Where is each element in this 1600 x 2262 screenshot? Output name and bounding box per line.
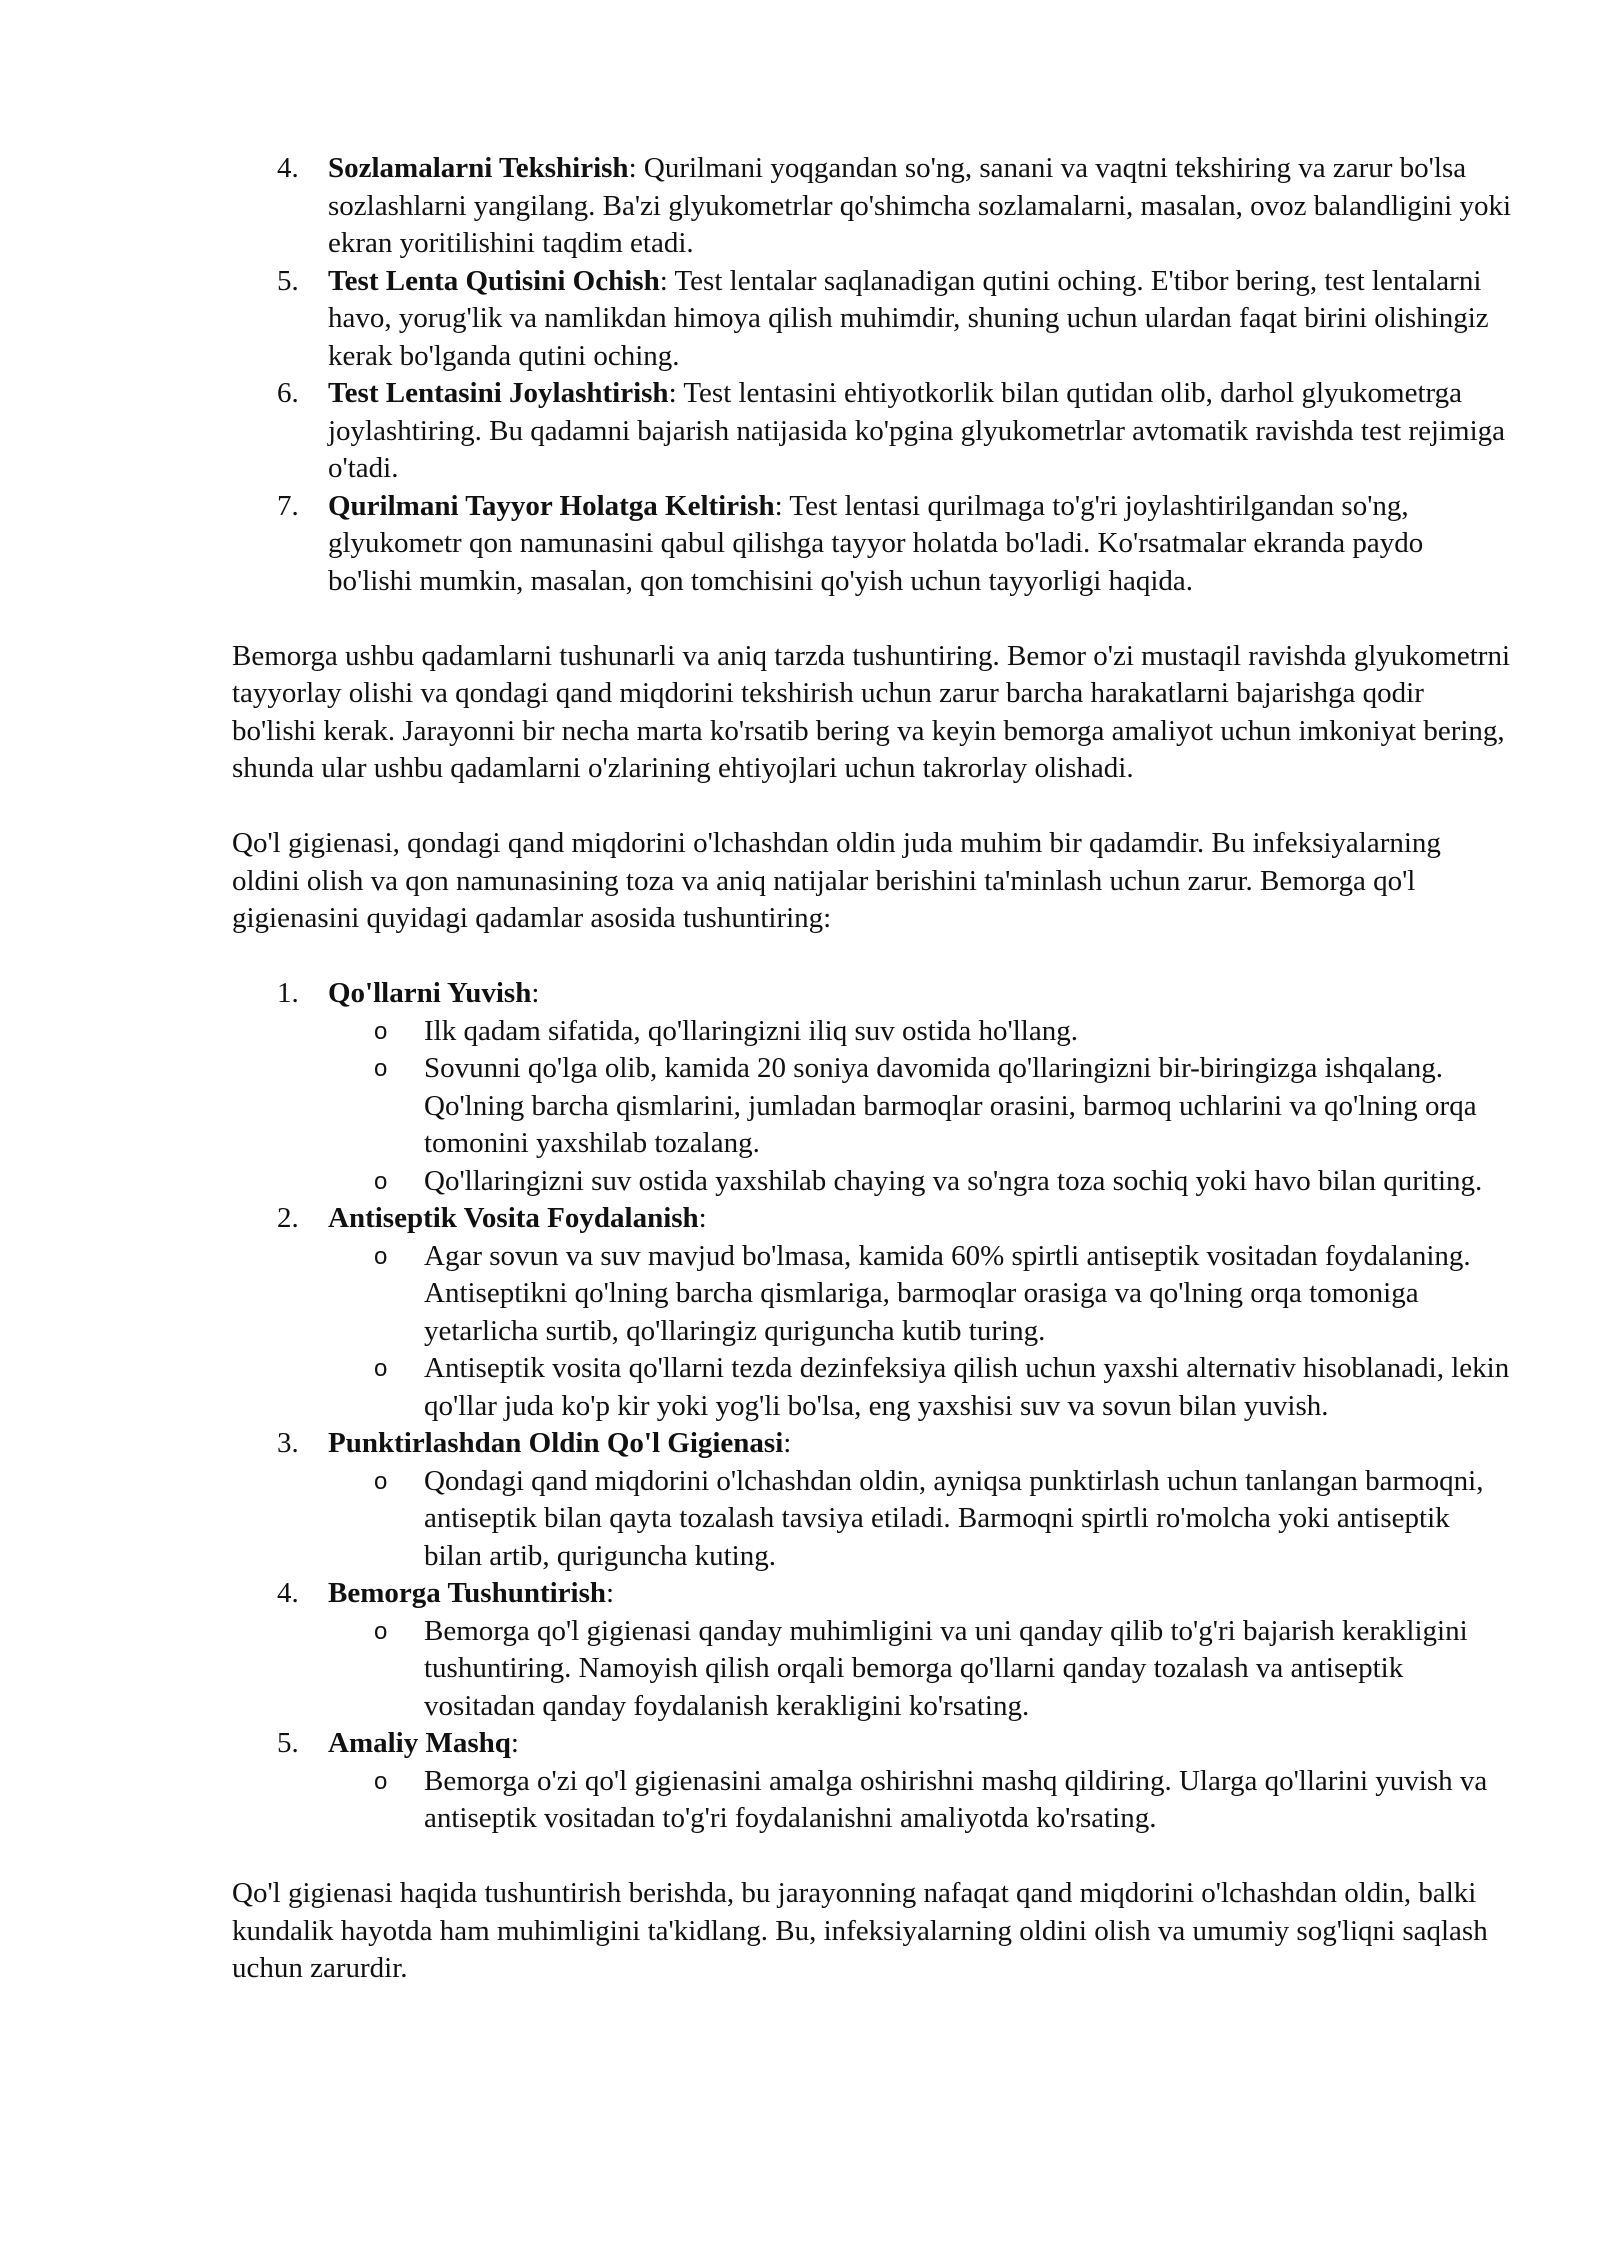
item-colon: :: [606, 1577, 615, 1609]
item-title: Sozlamalarni Tekshirish: [328, 152, 629, 184]
item-title: Antiseptik Vosita Foydalanish: [328, 1202, 699, 1234]
item-number: 2.: [277, 1202, 299, 1234]
sub-list-item: [328, 1163, 1512, 1201]
item-title: Amaliy Mashq: [328, 1727, 511, 1759]
list-item: [232, 150, 1512, 263]
item-number: 6.: [277, 377, 299, 409]
sub-item-text: Sovunni qo'lga olib, kamida 20 soniya davomida qo'llaringizni bir-biringizga ishqalang. Qo'lning barcha qismlarini, jumladan barmoqlar orasini, barmoq uchlarini va qo'lning orqa tomonini yaxshilab tozalang.: [424, 1052, 1477, 1159]
list-item: [232, 1200, 1512, 1425]
device-setup-steps: [232, 150, 1512, 600]
sub-list: [328, 1763, 1512, 1838]
item-title: Test Lenta Qutisini Ochish: [328, 264, 660, 297]
item-title: Bemorga Tushuntirish: [328, 1577, 607, 1609]
list-item: [232, 975, 1512, 1200]
item-title: Qo'llarni Yuvish: [328, 977, 532, 1009]
bullet-icon: o: [374, 1617, 388, 1645]
bullet-icon: o: [374, 1242, 388, 1270]
item-number: 4.: [277, 1577, 299, 1609]
sub-list-item: [328, 1238, 1512, 1351]
item-title: Qurilmani Tayyor Holatga Keltirish: [328, 489, 775, 522]
item-text: : Test lentasini ehtiyotkorlik bilan qutidan olib, darhol glyukometrga joylashtiring. Bu qadamni bajarish natijasida ko'pgina glyukometrlar avtomatik ravishda test rejimiga o'tadi.: [328, 377, 1506, 484]
item-colon: :: [531, 977, 540, 1009]
bullet-icon: o: [374, 1167, 388, 1195]
sub-item-text: Agar sovun va suv mavjud bo'lmasa, kamida 60% spirtli antiseptik vositadan foydalaning. Antiseptikni qo'lning barcha qismlariga, barmoqlar orasiga va qo'lning orqa tomoniga yetarlicha surtib, qo'llaringiz quriguncha kutib turing.: [424, 1239, 1471, 1347]
item-text: : Test lentasi qurilmaga to'g'ri joylashtirilgandan so'ng, glyukometr qon namunasini qabul qilishga tayyor holatda bo'ladi. Ko'rsatmalar ekranda paydo bo'lishi mumkin, masalan, qon tomchisini qo'yish uchun tayyorligi haqida.: [328, 489, 1424, 597]
list-item: [232, 1575, 1512, 1725]
sub-item-text: Bemorga qo'l gigienasi qanday muhimligini va uni qanday qilib to'g'ri bajarish kerakligini tushuntiring. Namoyish qilish orqali bemorga qo'llarni qanday tozalash va antiseptik vositadan qanday foydalanish kerakligini ko'rsating.: [424, 1614, 1468, 1722]
document-page: [232, 150, 1512, 1988]
sub-list-item: [328, 1463, 1512, 1576]
list-item: [232, 1425, 1512, 1575]
sub-list: [328, 1238, 1512, 1426]
sub-item-text: Qondagi qand miqdorini o'lchashdan oldin, ayniqsa punktirlash uchun tanlangan barmoqni, antiseptik bilan qayta tozalash tavsiya etiladi. Barmoqni spirtli ro'molcha yoki antiseptik bilan artib, quriguncha kuting.: [424, 1464, 1484, 1572]
sub-item-text: Ilk qadam sifatida, qo'llaringizni iliq suv ostida ho'llang.: [424, 1014, 1078, 1047]
paragraph: Qo'l gigienasi haqida tushuntirish berishda, bu jarayonning nafaqat qand miqdorini o'lchashdan oldin, balki kundalik hayotda ham muhimligini ta'kidlang. Bu, infeksiyalarning oldini olish va umumiy sog'liqni saqlash uchun zarurdir.: [232, 1877, 1488, 1984]
sub-list-item: [328, 1613, 1512, 1726]
list-item: [232, 1725, 1512, 1838]
sub-list: [328, 1013, 1512, 1201]
item-text: : Test lentalar saqlanadigan qutini oching. E'tibor bering, test lentalarni havo, yorug'lik va namlikdan himoya qilish muhimdir, shuning uchun ulardan faqat birini olishingiz kerak bo'lganda qutini oching.: [328, 264, 1489, 372]
item-number: 5.: [277, 1727, 299, 1759]
item-colon: :: [510, 1727, 519, 1759]
bullet-icon: o: [374, 1467, 388, 1495]
item-number: 7.: [277, 489, 299, 522]
sub-item-text: Antiseptik vosita qo'llarni tezda dezinfeksiya qilish uchun yaxshi alternativ hisoblanadi, lekin qo'llar juda ko'p kir yoki yog'li bo'lsa, eng yaxshisi suv va sovun bilan yuvish.: [424, 1352, 1510, 1422]
item-number: 1.: [277, 977, 299, 1009]
sub-list: [328, 1463, 1512, 1576]
sub-list-item: [328, 1350, 1512, 1425]
bullet-icon: o: [374, 1767, 388, 1795]
sub-item-text: Bemorga o'zi qo'l gigienasini amalga oshirishni mashq qildiring. Ularga qo'llarini yuvish va antiseptik vositadan to'g'ri foydalanishni amaliyotda ko'rsating.: [424, 1764, 1488, 1834]
item-title: Punktirlashdan Oldin Qo'l Gigienasi: [328, 1427, 784, 1459]
list-item: [232, 488, 1512, 601]
item-title: Test Lentasini Joylashtirish: [328, 377, 669, 409]
paragraph: Qo'l gigienasi, qondagi qand miqdorini o'lchashdan oldin juda muhim bir qadamdir. Bu infeksiyalarning oldini olish va qon namunasining toza va aniq natijalar berishini ta'minlash uchun zarur. Bemorga qo'l gigienasini quyidagi qadamlar asosida tushuntiring:: [232, 827, 1441, 934]
sub-list-item: [328, 1050, 1512, 1163]
list-item: [232, 375, 1512, 488]
list-item: [232, 263, 1512, 376]
item-colon: :: [783, 1427, 792, 1459]
bullet-icon: o: [374, 1017, 388, 1045]
sub-list-item: [328, 1013, 1512, 1051]
item-number: 3.: [277, 1427, 299, 1459]
paragraph: Bemorga ushbu qadamlarni tushunarli va aniq tarzda tushuntiring. Bemor o'zi mustaqil ravishda glyukometrni tayyorlay olishi va qondagi qand miqdorini tekshirish uchun zarur barcha harakatlarni bajarishga qodir bo'lishi kerak. Jarayonni bir necha marta ko'rsatib bering va keyin bemorga amaliyot uchun imkoniyat bering, shunda ular ushbu qadamlarni o'zlarining ehtiyojlari uchun takrorlay olishadi.: [232, 639, 1511, 784]
item-colon: :: [698, 1202, 707, 1234]
item-number: 4.: [277, 152, 299, 184]
sub-item-text: Qo'llaringizni suv ostida yaxshilab chaying va so'ngra toza sochiq yoki havo bilan quriting.: [424, 1164, 1483, 1197]
bullet-icon: o: [374, 1055, 388, 1082]
sub-list: [328, 1613, 1512, 1726]
bullet-icon: o: [374, 1355, 388, 1382]
hand-hygiene-steps: [232, 975, 1512, 1838]
item-text: : Qurilmani yoqgandan so'ng, sanani va vaqtni tekshiring va zarur bo'lsa sozlashlarni yangilang. Ba'zi glyukometrlar qo'shimcha sozlamalarni, masalan, ovoz balandligini yoki ekran yoritilishini taqdim etadi.: [328, 152, 1512, 259]
sub-list-item: [328, 1763, 1512, 1838]
item-number: 5.: [277, 264, 299, 297]
